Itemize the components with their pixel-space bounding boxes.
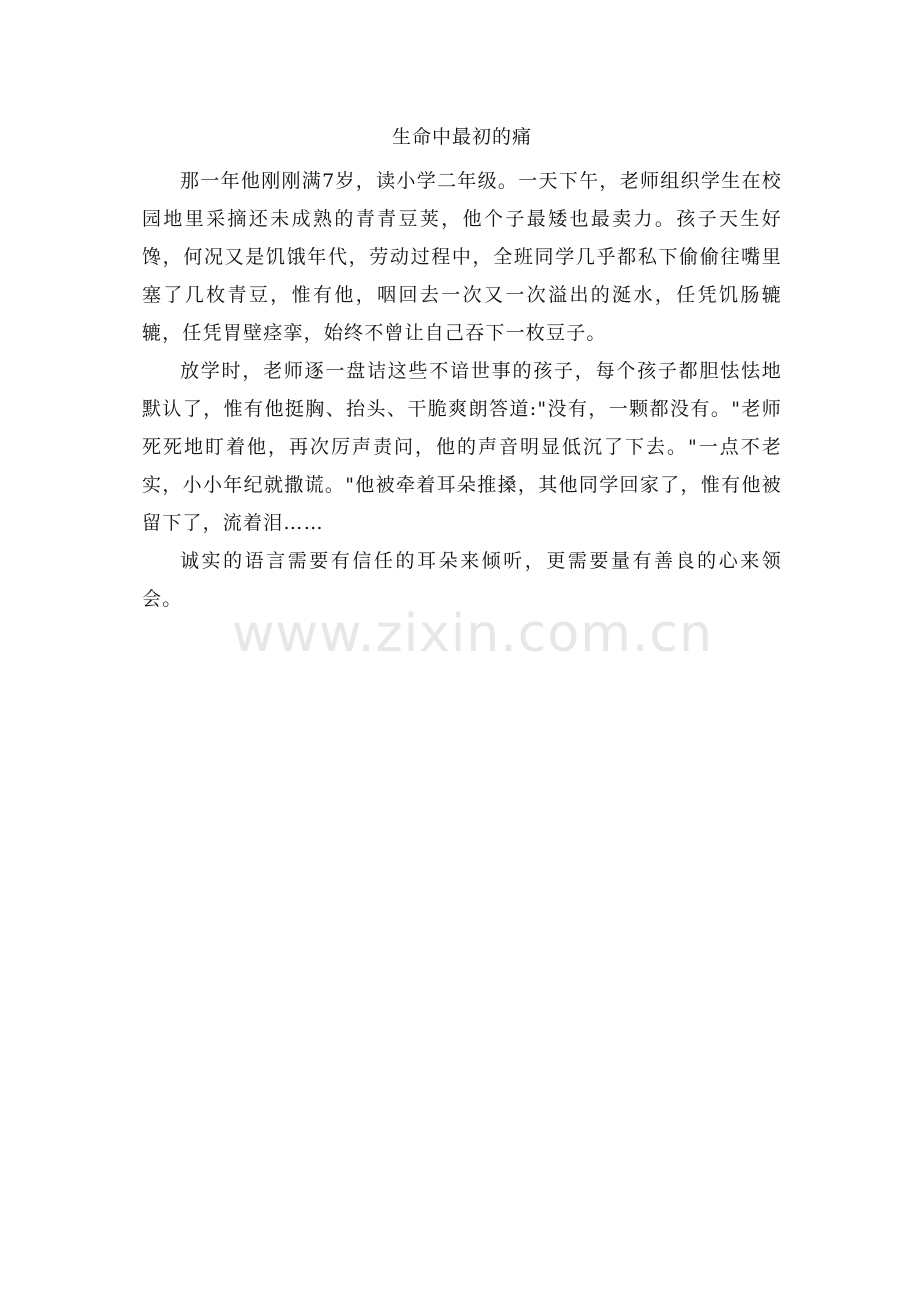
paragraph-3: 诚实的语言需要有信任的耳朵来倾听，更需要量有善良的心来领会。 bbox=[142, 550, 782, 610]
watermark: www.zixin.com.cn bbox=[232, 604, 713, 664]
paragraph-2: 放学时，老师逐一盘诘这些不谙世事的孩子，每个孩子都胆怯怯地默认了，惟有他挺胸、抬头、干脆爽朗答道:"没有，一颗都没有。"老师死死地盯着他，再次厉声责问，他的声音明显低沉了下去。"一点不老实，小小年纪就撒谎。"他被牵着耳朵推搡，其他同学回家了，惟有他被留下了，流着泪…… bbox=[142, 360, 782, 534]
paragraph-1: 那一年他刚刚满7岁，读小学二年级。一天下午，老师组织学生在校园地里采摘还未成熟的青青豆荚，他个子最矮也最卖力。孩子天生好馋，何况又是饥饿年代，劳动过程中，全班同学几乎都私下偷偷往嘴里塞了几枚青豆，惟有他，咽回去一次又一次溢出的涎水，任凭饥肠辘辘，任凭胃壁痉挛，始终不曾让自己吞下一枚豆子。 bbox=[142, 170, 782, 344]
document-title: 生命中最初的痛 bbox=[391, 126, 532, 148]
document-body bbox=[142, 118, 782, 618]
